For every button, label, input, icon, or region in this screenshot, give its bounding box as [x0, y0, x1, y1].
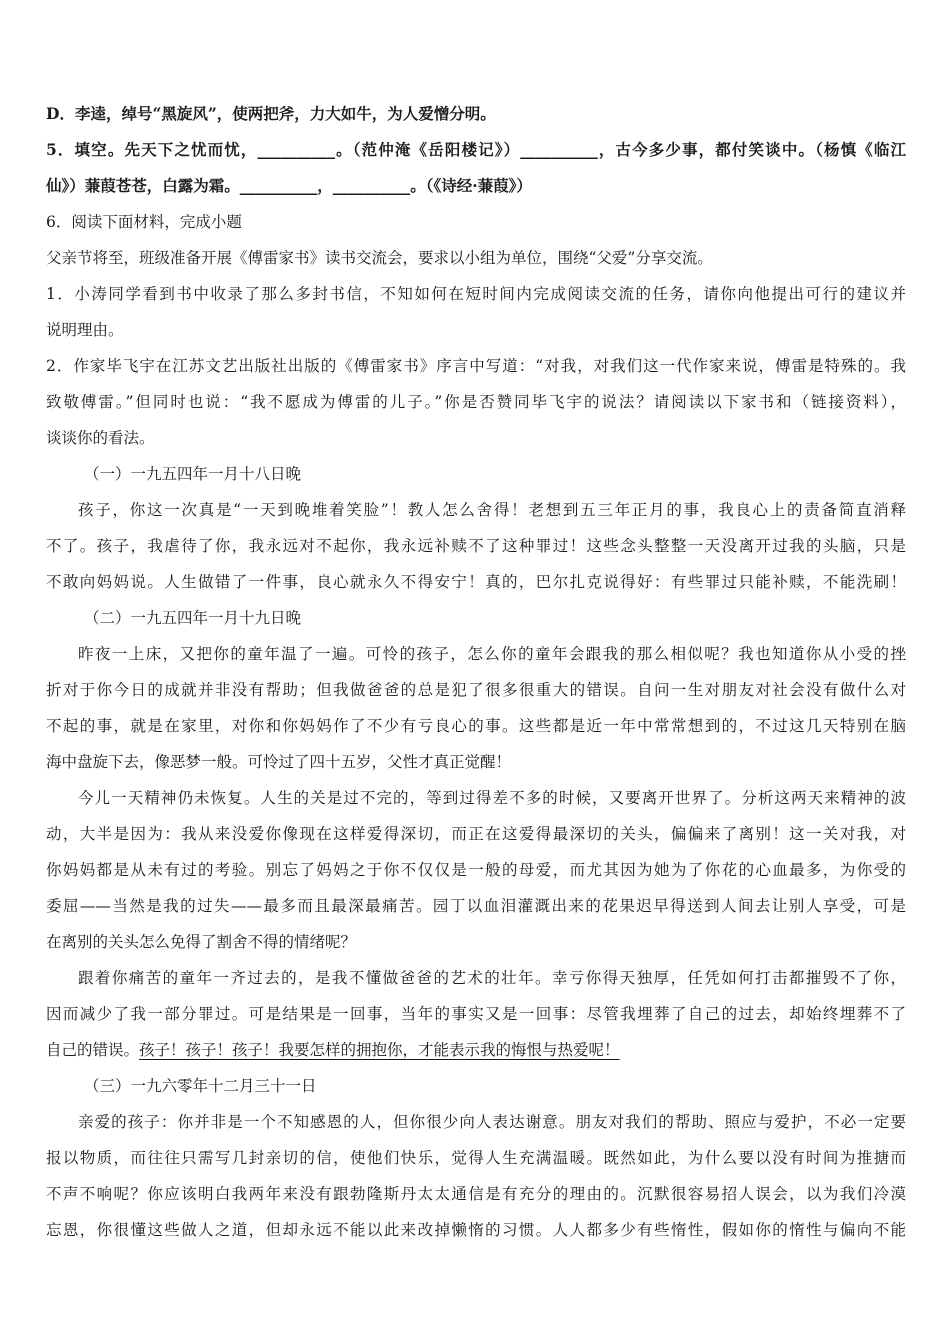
- question-5-line-2: 仙》）蒹葭苍苍，白露为霜。__________，__________。（《诗经·蒹葭》）: [46, 176, 532, 195]
- letter-2-line: 你妈妈都是从未有过的考验。别忘了妈妈之于你不仅仅是一般的母爱，而尤其因为她为了你花的心血最多，为你受的: [46, 861, 906, 879]
- letter-3-date: （三）一九六零年十二月三十一日: [84, 1077, 317, 1095]
- letter-2-text: 自己的错误。: [46, 1041, 140, 1059]
- question-6-heading: 6．阅读下面材料，完成小题: [46, 213, 242, 231]
- letter-2-line: 动，大半是因为：我从来没爱你像现在这样爱得深切，而正在这爱得最深切的关头，偏偏来了离别！这一关对我，对: [46, 825, 906, 843]
- letter-2-line: [46, 1032, 906, 1068]
- option-d-line: D．李逵，绰号“黑旋风”，使两把斧，力大如牛，为人爱憎分明。: [46, 104, 496, 123]
- subquestion-1-line-1: 1．小涛同学看到书中收录了那么多封书信，不知如何在短时间内完成阅读交流的任务，请你向他提出可行的建议并: [46, 285, 906, 303]
- document-page: [46, 96, 906, 1248]
- letter-2-line: 因而减少了我一部分罪过。可是结果是一回事，当年的事实又是一回事：尽管我埋葬了自己的过去，却始终埋葬不了: [46, 1005, 906, 1023]
- letter-2-line: 折对于你今日的成就并非没有帮助；但我做爸爸的总是犯了很多很重大的错误。自问一生对朋友对社会没有做什么对: [46, 681, 906, 699]
- letter-2-line: 海中盘旋下去，像恶梦一般。可怜过了四十五岁，父性才真正觉醒！: [46, 753, 512, 771]
- letter-3-line: 不声不响呢？你应该明白我两年来没有跟勃隆斯丹太太通信是有充分的理由的。沉默很容易招人误会，以为我们冷漠: [46, 1185, 906, 1203]
- question-5-line-1: 5．填空。先天下之忧而忧，__________。（范仲淹《岳阳楼记》）__________，古今多少事，都付笑谈中。（杨慎《临江: [46, 140, 906, 159]
- letter-1-line: 不了。孩子，我虐待了你，我永远对不起你，我永远补赎不了这种罪过！这些念头整整一天没离开过我的头脑，只是: [46, 537, 906, 555]
- subquestion-2-line-3: 谈谈你的看法。: [46, 429, 155, 447]
- letter-1-line: 孩子，你这一次真是“一天到晚堆着笑脸”！教人怎么舍得！老想到五三年正月的事，我良心上的责备简直消释: [78, 501, 906, 519]
- letter-3-line: 忘恩，你很懂这些做人之道，但却永远不能以此来改掉懒惰的习惯。人人都多少有些惰性，假如你的惰性与偏向不能: [46, 1221, 906, 1239]
- letter-2-line: 委屈——当然是我的过失——最多而且最深最痛苦。园丁以血泪灌溉出来的花果迟早得送到人间去让别人享受，可是: [46, 897, 906, 915]
- material-intro: 父亲节将至，班级准备开展《傅雷家书》读书交流会，要求以小组为单位，围绕“父爱”分享交流。: [46, 249, 713, 267]
- letter-3-line: 报以物质，而往往只需写几封亲切的信，使他们快乐，觉得人生充满温暖。既然如此，为什么要以没有时间为推搪而: [46, 1149, 906, 1167]
- letter-2-line: 跟着你痛苦的童年一齐过去的，是我不懂做爸爸的艺术的壮年。幸亏你得天独厚，任凭如何打击都摧毁不了你，: [78, 969, 906, 987]
- subquestion-2-line-2: 致敬傅雷。”但同时也说：“我不愿成为傅雷的儿子。”你是否赞同毕飞宇的说法？请阅读以下家书和（链接资料），: [46, 393, 906, 411]
- letter-2-line: 昨夜一上床，又把你的童年温了一遍。可怜的孩子，怎么你的童年会跟我的那么相似呢？我也知道你从小受的挫: [78, 645, 906, 663]
- underlined-sentence: 孩子！孩子！孩子！我要怎样的拥抱你，才能表示我的悔恨与热爱呢！: [139, 1041, 620, 1059]
- letter-2-line: 不起的事，就是在家里，对你和你妈妈作了不少有亏良心的事。这些都是近一年中常常想到的，不过这几天特别在脑: [46, 717, 906, 735]
- letter-2-line: 今儿一天精神仍未恢复。人生的关是过不完的，等到过得差不多的时候，又要离开世界了。分析这两天来精神的波: [78, 789, 906, 807]
- subquestion-2-line-1: 2．作家毕飞宇在江苏文艺出版社出版的《傅雷家书》序言中写道：“对我，对我们这一代作家来说，傅雷是特殊的。我: [46, 357, 906, 375]
- letter-3-line: 亲爱的孩子：你并非是一个不知感恩的人，但你很少向人表达谢意。朋友对我们的帮助、照应与爱护，不必一定要: [78, 1113, 906, 1131]
- letter-2-line: 在离别的关头怎么免得了割舍不得的情绪呢？: [46, 933, 357, 951]
- letter-1-date: （一）一九五四年一月十八日晚: [84, 465, 302, 483]
- letter-1-line: 不敢向妈妈说。人生做错了一件事，良心就永久不得安宁！真的，巴尔扎克说得好：有些罪过只能补赎，不能洗刷！: [46, 573, 906, 591]
- letter-2-date: （二）一九五四年一月十九日晚: [84, 609, 302, 627]
- subquestion-1-line-2: 说明理由。: [46, 321, 124, 339]
